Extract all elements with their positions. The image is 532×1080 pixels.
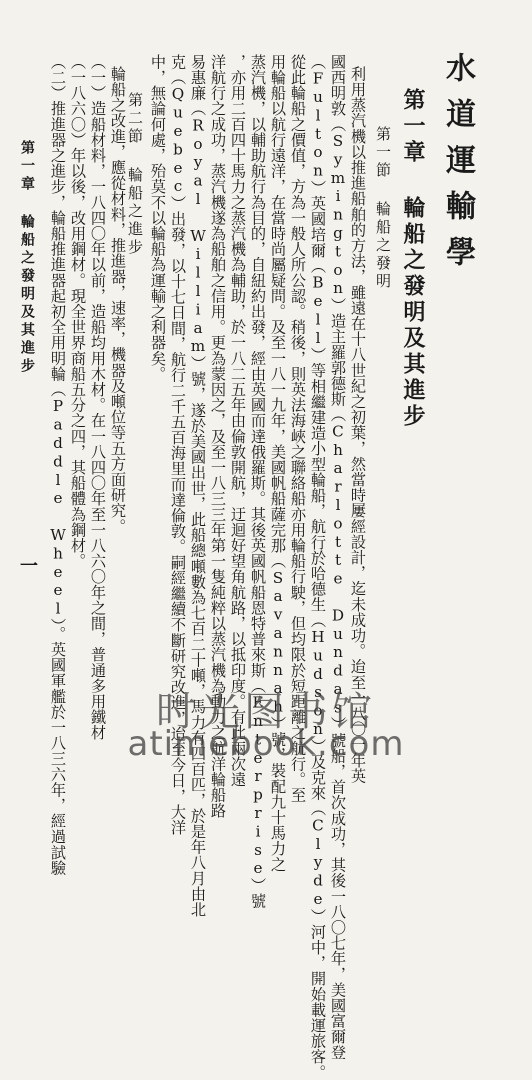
body-column-2: 國西明敦（Symington）造主羅郭德斯（Charlotte Dundas）號船，首次成功，其後一八〇七年，美國富爾登 (329, 54, 347, 1060)
body-column-9: 易惠廉（Royal William）號，遂於美國出世，此船總噸數為七百二十噸，馬力有四百匹，於是年八月由北 (189, 54, 207, 918)
watermark-url: atimebook.com (127, 724, 405, 764)
running-title: 第一章 輪船之發明及其進步 (19, 140, 35, 376)
body-column-15: （一）造船材料，一八四〇年以前，造船均用木材。在一八四〇年至一八六〇年之間，普通多用鐵材 (89, 54, 107, 741)
body-column-17: （二）推進器之進步，輪船推進器起初全用明輪（Paddle Wheel）。英國軍艦於一八三六年，經過試驗 (49, 54, 67, 876)
body-column-6: 蒸汽機，以輔助航行為目的，自紐約出發，經由英國而達俄羅斯。其後英國帆船恩特普來斯（Enterprise）號 (249, 54, 267, 909)
body-column-5: 用輪船以航行遠洋，在當時尚屬疑問。及至一八一九年，美國帆船薩完那（Savannah）號，裝配九十馬力之 (269, 54, 287, 872)
section-2-heading: 第二節 輪船之進步 (126, 92, 144, 257)
body-column-1: 利用蒸汽機以推進船舶的方法，雖遠在十八世紀之初葉，然當時屢經設計，迄未成功。迨至一八〇一年英 (349, 66, 367, 784)
body-column-8: 洋航行之成功，蒸汽機遂為船舶之信用。更為蒙因之，及至一八三三年第一隻純粹以蒸汽機為動力之航洋輪船路 (209, 54, 227, 819)
body-column-7: ，亦用二百四十馬力之蒸汽機為輔助，於一八二五年由倫敦開航，迂迴好望角航路，以抵印度。有此兩次遠 (229, 54, 247, 788)
chapter-heading: 第一章 輪船之發明及其進步 (400, 88, 426, 430)
page-number: 一 (17, 556, 38, 574)
body-column-16: （一八六〇）年以後，改用鋼材。現全世界商船五分之四，其船體為鋼材。 (69, 54, 87, 569)
body-column-4: 從此輪船之價值，方為一般人所公認。稍後，則英法海峽之聯絡船亦用輪船行駛，但均限於短距離之航行。至 (289, 54, 307, 803)
watermark-chinese: 时光图书馆 (156, 689, 376, 735)
book-title: 水道運輸學 (440, 52, 475, 282)
body-column-14: 輪船之改進，應從材料，推進器，速率，機器及噸位等五方面研究。 (109, 66, 127, 534)
body-column-3: （Fulton）英國培爾（Bell）等相繼建造小型輪船，航行於哈德生（Hudson）及克來（Clyde）河中，開始載運旅客。 (309, 54, 327, 1080)
section-1-heading: 第一節 輪船之發明 (374, 126, 392, 291)
body-column-11: 中，無論何處，殆莫不以輪船為運輸之利器矣。 (149, 54, 167, 382)
body-column-10: 克（Quebec）出發，以十七日間，航行二千五百海里而達倫敦。嗣經繼續不斷研究改進，迨至今日，大洋 (169, 54, 187, 836)
